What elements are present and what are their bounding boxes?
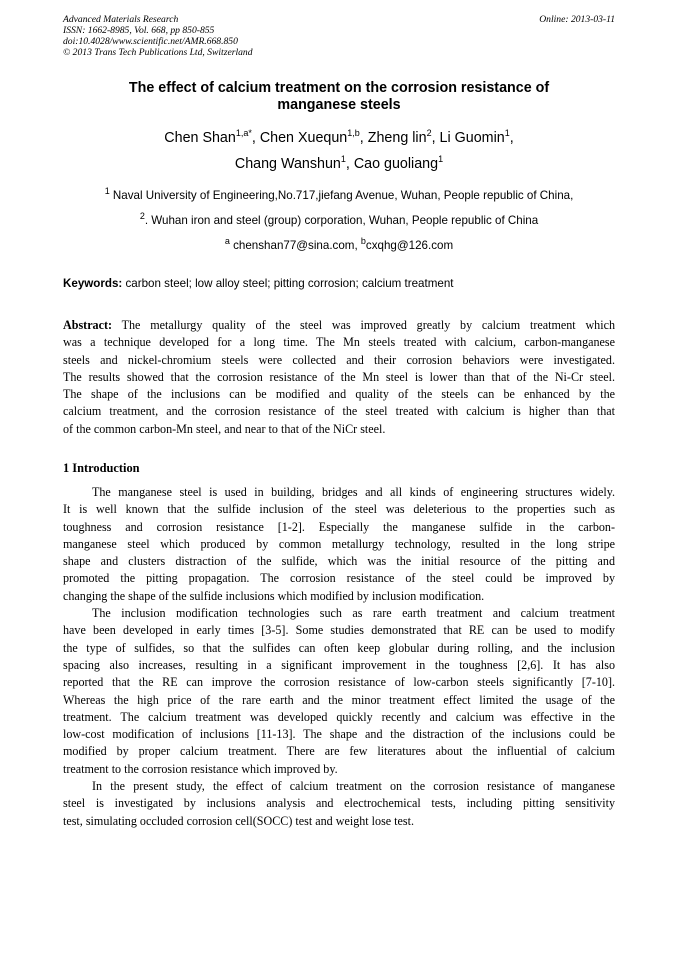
body-line: steel is investigated by inclusions analysis and electrochemical tests, including pitting sensitivity	[63, 796, 615, 811]
journal-header	[63, 14, 615, 58]
author-separator: ,	[251, 130, 260, 146]
author-sup: 1	[438, 154, 444, 165]
body-line: The inclusion modification technologies such as rare earth treatment and calcium treatment	[92, 606, 615, 621]
keywords	[63, 277, 615, 291]
abstract-line: calcium treatment, and the corrosion resistance of the steel treated with calcium is higher than that	[63, 404, 615, 419]
email-b: cxqhg@126.com	[365, 239, 454, 252]
body-line: manganese steel which produced by common metallurgy technology, resulted in the long stripe	[63, 536, 615, 551]
author-separator: ,	[431, 130, 440, 146]
author-sup: 1	[504, 128, 510, 139]
author-separator: ,	[359, 130, 368, 146]
affiliation-marker: 1	[104, 186, 110, 197]
title-line-1: The effect of calcium treatment on the corrosion resistance of	[128, 80, 550, 96]
abstract-line: The results showed that the corrosion resistance of the Mn steel is lower than that of the Ni-Cr steel.	[63, 369, 615, 384]
body-line: reported that the RE can improve the corrosion resistance of low-carbon steels significantly [7-10].	[63, 675, 615, 690]
keywords-text: carbon steel; low alloy steel; pitting corrosion; calcium treatment	[122, 277, 454, 290]
affiliation-text: . Wuhan iron and steel (group) corporation, Wuhan, People republic of China	[144, 214, 539, 227]
author-sup: 1,a*	[235, 128, 252, 139]
affiliation-marker: 2	[139, 211, 145, 222]
author-name: Chang Wanshun	[234, 156, 341, 172]
body-line: shape and clusters distraction of the sulfide, which was the initial resource of the pitting and	[63, 554, 615, 569]
author-name: Cao guoliang	[353, 156, 439, 172]
body-line: treatment. The calcium treatment was developed quickly recently and calcium was effective in the	[63, 709, 615, 724]
abstract-label: Abstract:	[63, 318, 113, 332]
paper-title	[63, 80, 615, 114]
author-name: Chen Xuequn	[259, 130, 348, 146]
doi-line: doi:10.4028/www.scientific.net/AMR.668.850	[63, 36, 238, 47]
email-a: chenshan77@sina.com,	[229, 239, 361, 252]
title-line-2: manganese steels	[277, 97, 401, 113]
body-line: have been developed in early times [3-5]. Some studies demonstrated that RE can be used to modify	[63, 623, 615, 638]
abstract-line: was a technique developed for a long time. The Mn steels treated with calcium, carbon-manganese	[63, 335, 615, 350]
body-line: modified by proper calcium treatment. There are few literatures about the influential of calcium	[63, 744, 615, 759]
author-name: Zheng lin	[367, 130, 427, 146]
author-line-1	[63, 125, 615, 151]
body-line: It is well known that the sulfide inclusion of the steel was deleterious to the properties such as	[63, 502, 615, 517]
keywords-label: Keywords:	[63, 277, 123, 290]
email-line	[63, 236, 615, 253]
author-separator: ,	[509, 130, 514, 146]
email-marker: b	[360, 236, 366, 247]
online-date: Online: 2013-03-11	[539, 14, 615, 25]
author-sup: 1,b	[347, 128, 360, 139]
abstract-line-text: The metallurgy quality of the steel was improved greatly by calcium treatment which	[112, 318, 615, 332]
copyright-line: © 2013 Trans Tech Publications Ltd, Switzerland	[63, 47, 253, 58]
body-line: promoted the pitting propagation. The corrosion resistance of the steel could be improved by	[63, 571, 615, 586]
author-name: Li Guomin	[439, 130, 505, 146]
author-separator: ,	[345, 156, 354, 172]
author-sup: 2	[426, 128, 432, 139]
body-line: The manganese steel is used in building, bridges and all kinds of engineering structures widely.	[92, 485, 615, 499]
issn-line: ISSN: 1662-8985, Vol. 668, pp 850-855	[63, 25, 215, 36]
abstract-line: of the common carbon-Mn steel, and near to that of the NiCr steel.	[63, 421, 386, 436]
abstract-line	[63, 317, 615, 334]
author-sup: 1	[340, 154, 346, 165]
body-line: test, simulating occluded corrosion cell(SOCC) test and weight lose test.	[63, 813, 414, 828]
journal-name: Advanced Materials Research	[63, 14, 179, 25]
abstract-line: steels and nickel-chromium steels were collected and their corrosion behaviors were investigated.	[63, 352, 615, 367]
body-line: treatment to the corrosion resistance which improved by.	[63, 761, 338, 776]
abstract	[63, 317, 615, 438]
affiliation-2	[63, 211, 615, 228]
body-line: changing the shape of the sulfide inclusions which modified by inclusion modification.	[63, 588, 485, 603]
body-line: toughness and corrosion resistance [1-2]. Especially the manganese sulfide in the carbon-	[63, 519, 615, 534]
body-line: Whereas the high price of the rare earth and the minor treatment effect limited the usage of the	[63, 692, 615, 707]
section-heading: 1 Introduction	[63, 461, 140, 475]
body-line: In the present study, the effect of calcium treatment on the corrosion resistance of manganese	[92, 779, 615, 794]
introduction-text	[63, 484, 615, 830]
email-marker: a	[224, 236, 230, 247]
author-list	[63, 125, 615, 177]
body-line: low-cost modification of inclusions [11-13]. The shape and the distraction of the inclusions could be	[63, 727, 615, 742]
affiliation-1	[63, 186, 615, 203]
affiliation-text: Naval University of Engineering,No.717,jiefang Avenue, Wuhan, People republic of China,	[109, 189, 574, 202]
author-line-2	[63, 151, 615, 177]
body-line: spacing also increases, resulting in a significant improvement in the toughness [2,6]. It has also	[63, 657, 615, 672]
abstract-line: The shape of the inclusions can be modified and quality of the steels can be enhanced by the	[63, 387, 615, 402]
body-line: the type of sulfides, so that the sulfides can often keep globular during rolling, and the inclusion	[63, 640, 615, 655]
author-name: Chen Shan	[164, 130, 236, 146]
